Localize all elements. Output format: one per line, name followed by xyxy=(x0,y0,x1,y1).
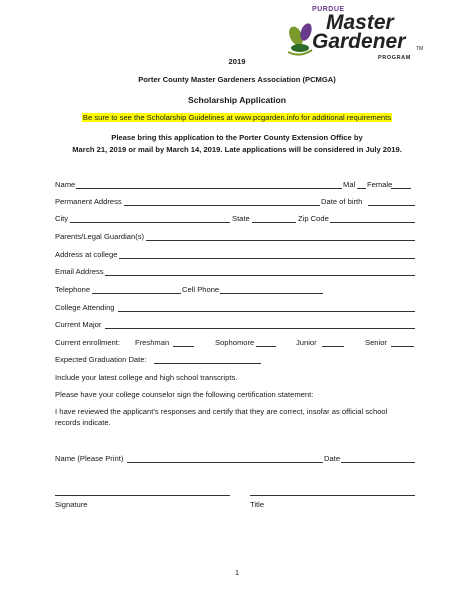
instructions-line-2: March 21, 2019 or mail by March 14, 2019. Late applications will be considered in July 2019. xyxy=(72,145,402,154)
current-enrollment-label: Current enrollment: xyxy=(55,338,120,347)
sophomore-field[interactable] xyxy=(256,346,276,347)
instructions-line-1: Please bring this application to the Porter County Extension Office by xyxy=(111,133,363,142)
transcripts-note: Include your latest college and high school transcripts. xyxy=(55,373,238,382)
mal-label: Mal xyxy=(343,180,356,189)
current-major-field[interactable] xyxy=(105,328,415,329)
college-attending-field[interactable] xyxy=(118,311,415,312)
counselor-note: Please have your college counselor sign the following certification statement: xyxy=(55,390,314,399)
name-print-field[interactable] xyxy=(127,462,323,463)
expected-graduation-label: Expected Graduation Date: xyxy=(55,355,147,364)
junior-label: Junior xyxy=(296,338,317,347)
city-field[interactable] xyxy=(70,222,230,223)
date-label: Date xyxy=(324,454,341,463)
year: 2019 xyxy=(228,57,246,66)
date-of-birth-field[interactable] xyxy=(368,205,415,206)
guardians-field[interactable] xyxy=(146,240,415,241)
name-label: Name xyxy=(55,180,76,189)
date-field[interactable] xyxy=(341,462,415,463)
guardians-label: Parents/Legal Guardian(s) xyxy=(55,232,145,241)
signature-label: Signature xyxy=(55,500,88,509)
logo-program-text: PROGRAM xyxy=(378,55,411,61)
mal-field[interactable] xyxy=(357,188,366,189)
logo-tm-text: TM xyxy=(416,46,424,52)
zip-code-field[interactable] xyxy=(330,222,415,223)
page-title: Scholarship Application xyxy=(187,95,287,105)
title-label: Title xyxy=(250,500,265,509)
date-of-birth-label: Date of birth xyxy=(321,197,363,206)
page-number: 1 xyxy=(234,568,240,577)
junior-field[interactable] xyxy=(322,346,344,347)
telephone-field[interactable] xyxy=(92,293,181,294)
college-attending-label: College Attending xyxy=(55,303,115,312)
female-label: Female xyxy=(367,180,393,189)
current-major-label: Current Major xyxy=(55,320,102,329)
logo-purdue-text: PURDUE xyxy=(312,6,345,13)
permanent-address-field[interactable] xyxy=(124,205,320,206)
title-field[interactable] xyxy=(250,495,415,496)
logo-master-text: Master xyxy=(326,11,394,34)
guidelines-notice-row xyxy=(0,113,474,123)
name-print-label: Name (Please Print) xyxy=(55,454,124,463)
address-at-college-label: Address at college xyxy=(55,250,118,259)
freshman-field[interactable] xyxy=(173,346,194,347)
email-address-label: Email Address xyxy=(55,267,104,276)
address-at-college-field[interactable] xyxy=(119,258,415,259)
senior-field[interactable] xyxy=(391,346,414,347)
permanent-address-label: Permanent Address xyxy=(55,197,122,206)
signature-field[interactable] xyxy=(55,495,230,496)
cell-phone-field[interactable] xyxy=(220,293,323,294)
zip-code-label: Zip Code xyxy=(298,214,329,223)
state-label: State xyxy=(232,214,250,223)
freshman-label: Freshman xyxy=(135,338,170,347)
female-field[interactable] xyxy=(391,188,411,189)
state-field[interactable] xyxy=(252,222,296,223)
cell-phone-label: Cell Phone xyxy=(182,285,220,294)
certification-line-1: I have reviewed the applicant’s responses and certify that they are correct, insofar as official school xyxy=(55,407,388,416)
city-label: City xyxy=(55,214,69,223)
expected-graduation-field[interactable] xyxy=(154,363,261,364)
logo-gardener-text: Gardener xyxy=(312,30,406,53)
certification-line-2: records indicate. xyxy=(55,418,111,427)
name-field[interactable] xyxy=(76,188,342,189)
organization-name: Porter County Master Gardeners Association (PCMGA) xyxy=(138,75,336,84)
master-gardener-logo xyxy=(282,2,432,64)
senior-label: Senior xyxy=(365,338,387,347)
guidelines-notice: Be sure to see the Scholarship Guidelines at www.pcgarden.info for additional requirements xyxy=(82,113,392,122)
email-address-field[interactable] xyxy=(105,275,415,276)
sophomore-label: Sophomore xyxy=(215,338,255,347)
telephone-label: Telephone xyxy=(55,285,91,294)
